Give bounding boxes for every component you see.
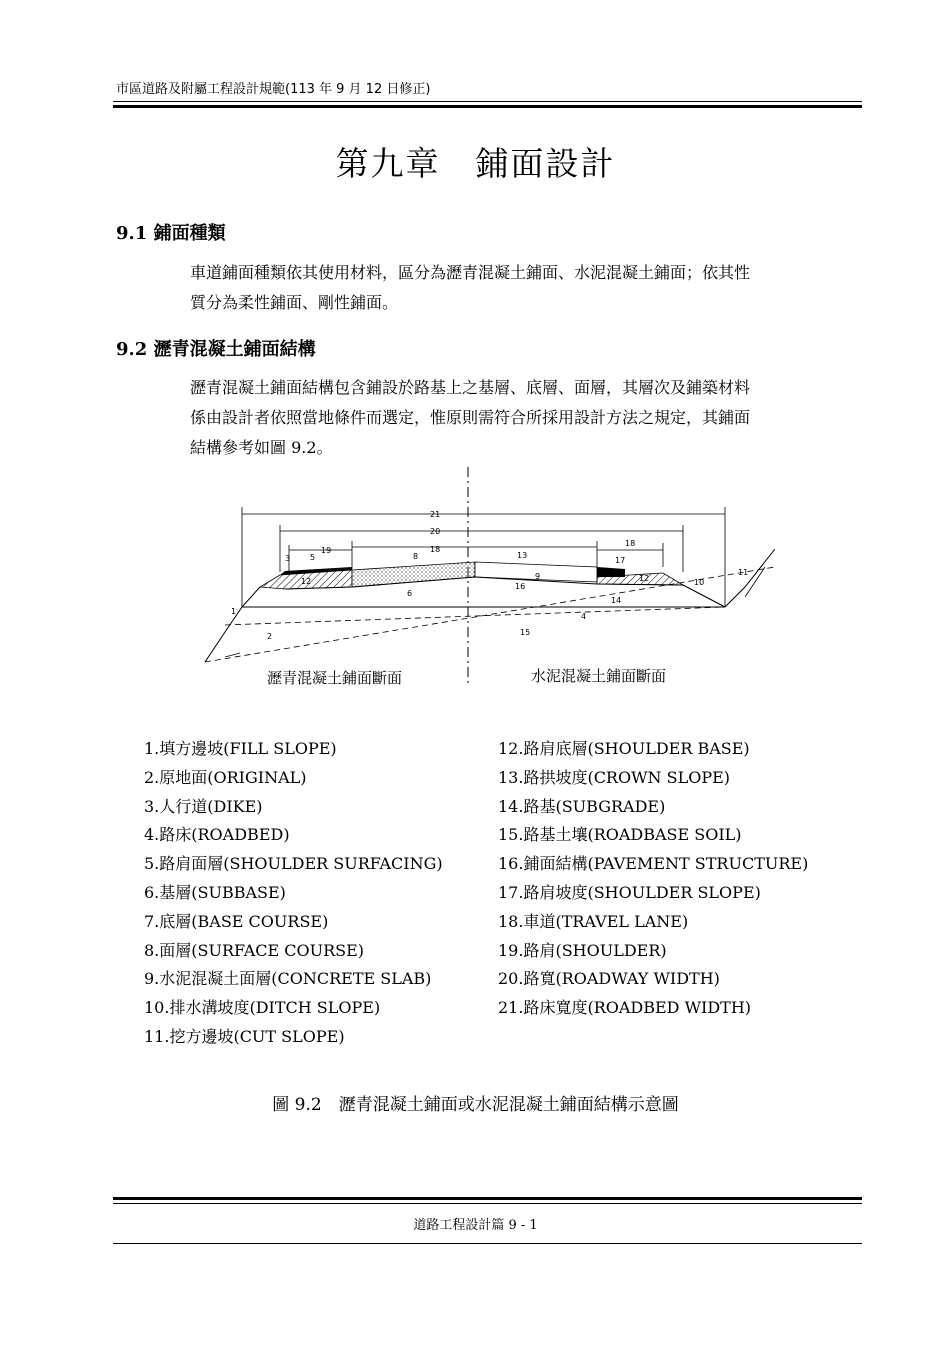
chapter-title: 第九章 鋪面設計 [335, 144, 616, 183]
diagram-label: 11 [738, 568, 749, 577]
legend-item: 13.路拱坡度(CROWN SLOPE) [498, 767, 731, 787]
legend-item: 1.填方邊坡(FILL SLOPE) [144, 739, 337, 758]
diagram-label: 17 [615, 556, 626, 565]
legend-item: 3.人行道(DIKE) [144, 796, 263, 816]
diagram-label: 9 [535, 572, 541, 581]
diagram-label: 1 [231, 607, 237, 616]
footer-rule-thin [113, 1203, 862, 1204]
diagram-label: 6 [407, 589, 413, 598]
header-rule-thin [113, 101, 862, 102]
paragraph-line: 瀝青混凝土鋪面結構包含鋪設於路基上之基層、底層、面層，其層次及鋪築材料 [190, 378, 751, 397]
diagram-label: 18 [430, 545, 441, 554]
diagram-label: 8 [413, 552, 419, 561]
legend-item: 2.原地面(ORIGINAL) [144, 767, 307, 787]
legend-item: 16.鋪面結構(PAVEMENT STRUCTURE) [498, 854, 809, 874]
legend-item: 12.路肩底層(SHOULDER BASE) [498, 739, 750, 758]
section-heading-9-2: 9.2 瀝青混凝土鋪面結構 [116, 339, 316, 360]
diagram-label: 4 [581, 612, 587, 621]
diagram-label: 19 [321, 546, 332, 555]
diagram-label: 18 [625, 539, 636, 548]
legend-item: 6.基層(SUBBASE) [144, 882, 286, 902]
section-heading-9-1: 9.1 鋪面種類 [116, 223, 226, 244]
running-header: 市區道路及附屬工程設計規範(113 年 9 月 12 日修正) [116, 82, 431, 97]
diagram-label: 10 [694, 578, 705, 587]
diagram-label: 13 [517, 551, 528, 560]
legend-item: 5.路肩面層(SHOULDER SURFACING) [144, 854, 443, 874]
diagram-label: 3 [285, 554, 291, 563]
diagram-label: 14 [611, 596, 622, 605]
legend-item: 18.車道(TRAVEL LANE) [498, 911, 689, 931]
diagram-label: 21 [430, 510, 441, 519]
header-rule-thick [113, 105, 862, 108]
diagram-label: 20 [430, 527, 441, 536]
legend-item: 8.面層(SURFACE COURSE) [144, 940, 365, 960]
legend-item: 4.路床(ROADBED) [144, 825, 290, 845]
figure-caption: 圖 9.2 瀝青混凝土鋪面或水泥混凝土鋪面結構示意圖 [272, 1095, 679, 1115]
paragraph-line: 車道鋪面種類依其使用材料，區分為瀝青混凝土鋪面、水泥混凝土鋪面；依其性 [190, 263, 751, 282]
legend-left-column [144, 735, 443, 1052]
legend-item: 14.路基(SUBGRADE) [498, 796, 666, 816]
footer-rule-bottom [113, 1243, 862, 1244]
diagram-label: 5 [310, 553, 316, 562]
legend-item: 10.排水溝坡度(DITCH SLOPE) [144, 998, 381, 1018]
footer-rule-thick [113, 1197, 862, 1200]
legend-item: 17.路肩坡度(SHOULDER SLOPE) [498, 882, 761, 902]
diagram-label: 12 [639, 574, 650, 583]
section-9-2-paragraph [190, 373, 860, 463]
legend-item: 7.底層(BASE COURSE) [144, 911, 329, 931]
page-footer: 道路工程設計篇 9 - 1 [413, 1218, 538, 1233]
legend-item: 11.挖方邊坡(CUT SLOPE) [144, 1026, 345, 1046]
diagram-label: 15 [520, 628, 531, 637]
legend-item: 20.路寬(ROADWAY WIDTH) [498, 969, 720, 989]
asphalt-section-label: 瀝青混凝土鋪面斷面 [267, 669, 403, 687]
section-9-1-paragraph [190, 258, 860, 318]
legend-right-column [498, 735, 808, 1023]
diagram-label: 16 [515, 582, 526, 591]
paragraph-line: 係由設計者依照當地條件而選定，惟原則需符合所採用設計方法之規定，其鋪面 [190, 408, 751, 427]
diagram-label: 12 [301, 577, 312, 586]
concrete-section-label: 水泥混凝土鋪面斷面 [531, 667, 667, 685]
paragraph-line: 結構參考如圖 9.2。 [190, 438, 333, 457]
legend-item: 9.水泥混凝土面層(CONCRETE SLAB) [144, 969, 432, 989]
legend-item: 19.路肩(SHOULDER) [498, 940, 667, 960]
diagram-label: 2 [267, 632, 273, 641]
legend-item: 15.路基土壤(ROADBASE SOIL) [498, 825, 742, 845]
pavement-cross-section-diagram [185, 467, 775, 687]
paragraph-line: 質分為柔性鋪面、剛性鋪面。 [190, 293, 399, 312]
legend-item: 21.路床寬度(ROADBED WIDTH) [498, 998, 752, 1018]
